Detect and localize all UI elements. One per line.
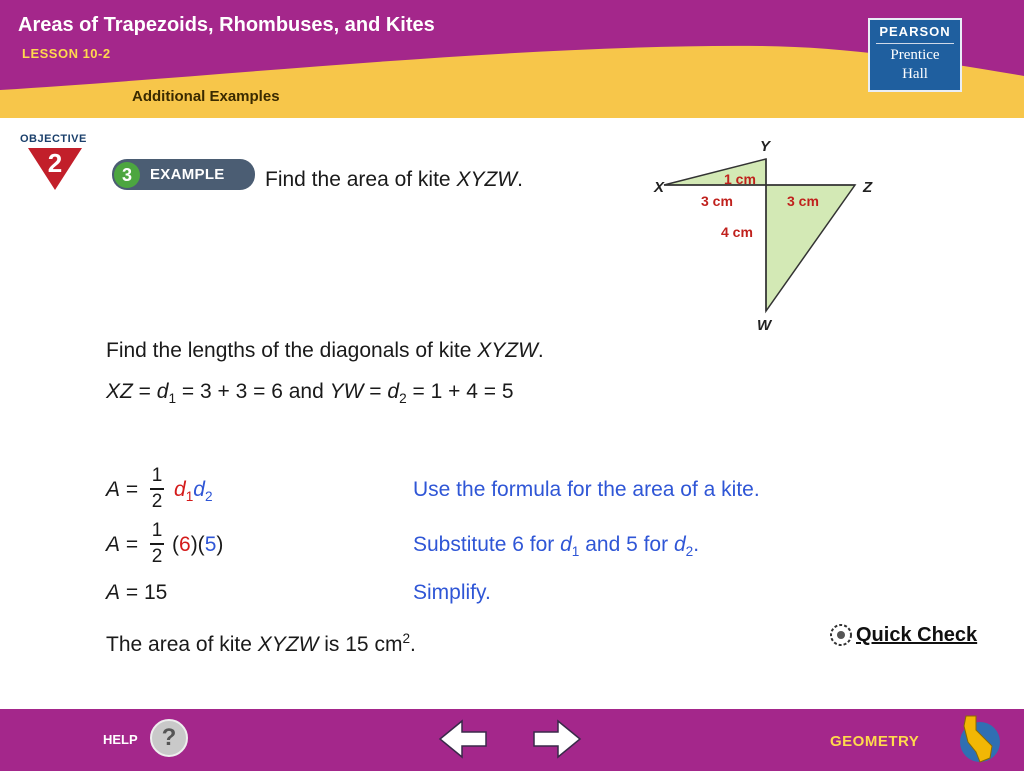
vertex-w: W: [757, 317, 772, 334]
header-bar: [0, 0, 1024, 118]
step3-note: Simplify.: [413, 581, 491, 604]
step2-lhs: A =: [106, 533, 139, 556]
vertex-x: X: [654, 179, 665, 196]
vertex-y: Y: [760, 138, 771, 155]
california-globe-icon: [954, 712, 1002, 766]
segment-right-label: 3 cm: [787, 193, 819, 209]
brand-label: GEOMETRY: [830, 733, 920, 750]
lesson-title: Areas of Trapezoids, Rhombuses, and Kites: [18, 14, 435, 36]
objective-number: 2: [47, 148, 63, 178]
help-button[interactable]: ?: [150, 719, 188, 757]
segment-bottom-label: 4 cm: [721, 224, 753, 240]
section-subtitle: Additional Examples: [132, 88, 280, 105]
kite-shape: [664, 159, 855, 311]
help-label[interactable]: HELP: [103, 732, 138, 747]
diagonals-calculation: XZ = $d_1 = 3 + 3 = 6$ and YW = $d_2 = 1 + 4 = 5$: [106, 380, 514, 407]
previous-arrow-icon[interactable]: [436, 718, 490, 760]
step3-result: A = 15: [106, 581, 168, 604]
logo-line-3: Hall: [902, 66, 928, 82]
lesson-number: LESSON 10-2: [22, 46, 111, 61]
step1-fraction: 1 2: [151, 465, 163, 512]
logo-line-2: Prentice: [890, 47, 940, 63]
quick-check-link[interactable]: Quick Check: [856, 624, 978, 646]
example-label: EXAMPLE: [150, 166, 225, 183]
logo-line-1: PEARSON: [879, 24, 951, 39]
diagonals-instruction: Find the lengths of the diagonals of kite XYZW.: [106, 339, 544, 362]
segment-left-label: 3 cm: [701, 193, 733, 209]
step1-note: Use the formula for the area of a kite.: [413, 478, 760, 501]
step1-formula: $d_1d_2$: [174, 478, 213, 505]
conclusion: The area of kite XYZW is 15 $cm^2$.: [106, 631, 416, 656]
example-prompt: Find the area of kite XYZW.: [265, 168, 523, 191]
next-arrow-icon[interactable]: [530, 718, 584, 760]
segment-top-label: 1 cm: [724, 171, 756, 187]
step2-fraction: 1 2: [151, 520, 163, 567]
step2-note: Substitute 6 for $d_1$ and 5 for $d_2$.: [413, 533, 700, 560]
step1-lhs: A =: [106, 478, 139, 501]
kite-diagram: [650, 135, 890, 335]
quick-check-icon[interactable]: [828, 622, 854, 648]
objective-label: OBJECTIVE: [20, 133, 87, 145]
vertex-z: Z: [863, 179, 873, 196]
step2-substitution: (6)(5): [172, 533, 224, 556]
pearson-logo: [868, 18, 962, 92]
example-number: 3: [114, 162, 140, 188]
